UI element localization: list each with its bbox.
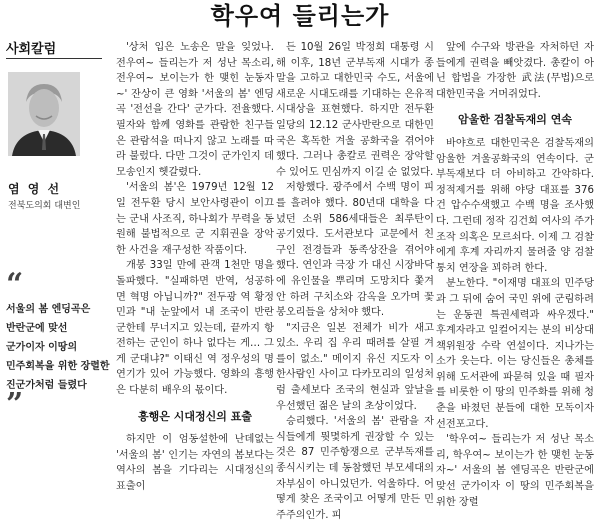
author-portrait-image [8,72,80,156]
close-quote-icon: ” [6,387,24,422]
section-label: 사회칼럼 [6,42,57,57]
article-column-1 [116,40,274,495]
pull-quote-line: 반란군에 맞선 [6,323,68,334]
open-quote-icon: “ [6,267,24,302]
author-photo [8,72,80,156]
author-title: 전북도의회 대변인 [8,201,81,211]
paragraph: 든 10월 26일 박정희 대통령 시해 이후, 18년 군부독재 시대가 종말을 고하고 대한민국 수도, 서울에 새로운 시대도래를 기대하는 은유적 시대상을 표현했다. 하지만 전두환 일당의 12.12 군사반란으로 대한민국은 혹독한 겨울 공화국을 겪어야 했다. 그러나 총칼로 권력은 장악할 수 있어도 민심까지 이길 순 없었다. [276,42,434,178]
article-column-2 [276,40,434,523]
author-sidebar [0,34,112,450]
section-divider [6,58,102,59]
pull-quote-line: 진군가처럼 들렸다 [6,380,87,391]
paragraph: 하지만 이 엄동설한에 난데없는 '서울의 봄' 인기는 자연의 봄보다는 역사의 봄을 기다리는 시대정신의 표출이 [116,434,274,493]
paragraph: '상처 입은 노송은 말을 잊었나. 전우여~ 들리는가 저 성난 목소리, 전우여~ 보이는가 한 맺힌 눈동자~' 잔상이 큰 영화 '서울의 봄' 엔딩곡 '전선을 간다' 군가다. 전율했다. 필자와 함께 영화를 관람한 친구들은 관람석을 떠나지 않고 노래를 따라 불렀다. 다만 그것이 군가인지 데모송인지 헷갈렸다. [116,42,274,178]
pull-quote-line: 군가이자 이땅의 [6,342,78,353]
subheading: 암울한 검찰독재의 연속 [458,113,572,127]
pull-quote [6,300,110,395]
subheading: 흥행은 시대정신의 표출 [138,409,252,423]
paragraph: 개봉 33일 만에 관객 1천만 명을 돌파했다. "실패하면 반역, 성공하면 혁명 아닙니까?" 전두광 역 황정민과 "내 눈앞에서 내 조국이 반란군한테 무너지고 있는데, 끝까지 항전하는 군인이 하나 없다는 게… 그게 군대냐?" 이태신 역 정우성의 명연기가 있어 가능했다. 영화의 흥행은 다분히 배우의 몫이다. [116,260,274,397]
paragraph: '서울의 봄'은 1979년 12월 12일 전두환 당시 보안사령관이 이끄는 군내 사조직, 하나회가 무력을 동원해 불법적으로 군 지휘권을 장악한 사건을 재구성한 작품이다. [116,182,274,256]
pull-quote-line: 서울의 봄 엔딩곡은 [6,304,91,315]
paragraph: '학우여~ 들리는가 저 성난 목소리, 학우여~ 보이는가 한 맺힌 눈동자~' 서울의 봄 엔딩곡은 반란군에 맞선 군가이자 이 땅의 민주회복을 위한 장렬 [436,434,594,508]
page-title: 학우여 들리는가 [210,1,390,30]
pull-quote-line: 민주회복을 위한 장렬한 [6,361,110,372]
paragraph: 바야흐로 대한민국은 검찰독재의 암울한 겨울공화국의 연속이다. 군부독재보다 더 아비하고 간악하다. 정적제거를 위해 야당 대표를 376건 압수수색했고 수백 명을 조사했다. 그런데 정작 김건희 여사의 주가조작 의혹은 모르쇠다. 이제 그 검찰에게 후계 자리까지 물려줄 양 검찰통치 연장을 꾀하려 한다. [436,137,594,274]
paragraph: 저항했다. 광주에서 수백 명이 피를 흘려야 했다. 80년대 대학을 다녔던 소위 586세대들은 최루탄이 공기였다. 도서관보다 교문에서 친구인 전경들과 동족상잔을 겪어야 했다. 연인과 극장 가 대신 시장바닥에 유인물을 뿌리며 도망치다 쫓겨 안 하려 구치소와 감옥을 오가며 꽃봉오리들을 상처야 했다. [276,182,434,319]
paragraph: 앞에 수구와 방관을 자처하던 자들에게 권력을 빼앗겼다. 총칼이 아닌 합법을 가장한 武法(무법)으로 대한민국을 거머쥐었다. [436,42,594,100]
paragraph: "지금은 일본 전체가 비가 새고 있소. 우리 집 우리 때려를 살필 겨를이 없소." 메이지 유신 지도자 이 한사람인 사이고 다카모리의 일성처럼 출세보다 조국의 현실과 앞날을 우선했던 젊은 날의 초상이었다. [276,322,434,412]
paragraph: 승리했다. '서울의 봄' 관람을 자식들에게 뭣몇하게 권장할 수 있는 것은 87 민주항쟁으로 군부독재를 종식시키는 데 동참했던 부모세대의 자부심이 아니었던가. 억울하다. 어떻게 찾은 조국이고 어떻게 만든 민주주의인가. 피 [276,416,434,521]
paragraph: 분노한다. "이재명 대표의 민주당과 그 뒤에 숨어 국민 위에 군림하려는 운동권 특권세력과 싸우겠다." 후계자라고 일컬어지는 분의 비상대책위원장 수락 연설이다. 지나가는 소가 웃는다. 이는 당신들은 총체를 위해 도서관에 파묻혀 있을 때 필자를 비롯한 이 땅의 민주화를 위해 청춘을 바쳤던 분들에 대한 모독이자 선전포고다. [436,278,594,430]
article-column-3 [436,40,594,510]
author-name: 염 영 선 [8,182,62,196]
